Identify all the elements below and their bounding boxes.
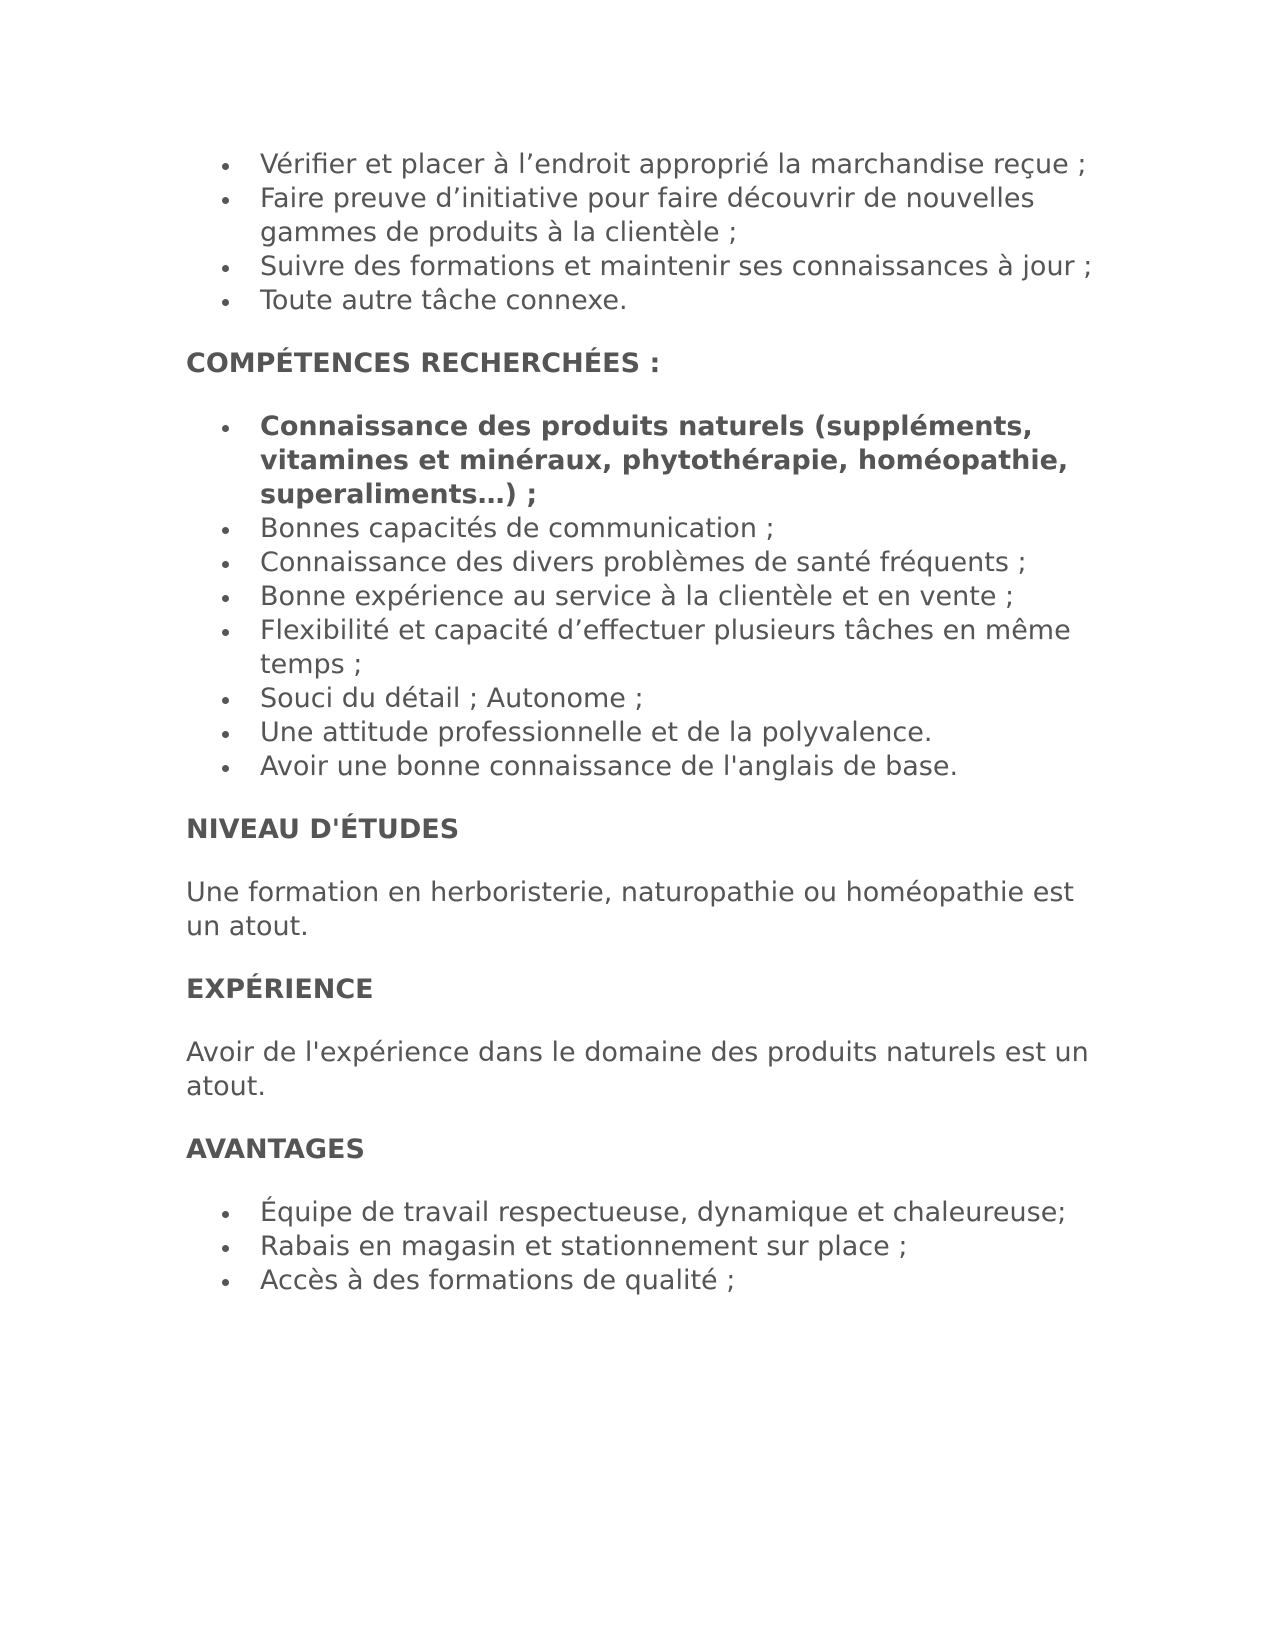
competences-list — [186, 410, 1116, 784]
list-item: Suivre des formations et maintenir ses connaissances à jour ; — [186, 250, 1116, 284]
avantages-list — [186, 1196, 1116, 1298]
list-item: Faire preuve d’initiative pour faire découvrir de nouvelles gammes de produits à la clientèle ; — [186, 182, 1116, 250]
list-item: Rabais en magasin et stationnement sur place ; — [186, 1230, 1116, 1264]
list-item: Une attitude professionnelle et de la polyvalence. — [186, 716, 1116, 750]
list-item: Souci du détail ; Autonome ; — [186, 682, 1116, 716]
niveau-etudes-text: Une formation en herboristerie, naturopathie ou homéopathie est un atout. — [186, 877, 1074, 942]
avantages-heading: AVANTAGES — [186, 1134, 365, 1165]
niveau-etudes-heading: NIVEAU D'ÉTUDES — [186, 814, 460, 845]
list-item: Équipe de travail respectueuse, dynamique et chaleureuse; — [186, 1196, 1116, 1230]
list-item: Vérifier et placer à l’endroit approprié la marchandise reçue ; — [186, 148, 1116, 182]
competences-heading: COMPÉTENCES RECHERCHÉES : — [186, 348, 661, 379]
list-item: Bonne expérience au service à la clientèle et en vente ; — [186, 580, 1116, 614]
list-item: Bonnes capacités de communication ; — [186, 512, 1116, 546]
list-item: Avoir une bonne connaissance de l'anglais de base. — [186, 750, 1116, 784]
tasks-list — [186, 148, 1116, 318]
list-item: Toute autre tâche connexe. — [186, 284, 1116, 318]
list-item: Accès à des formations de qualité ; — [186, 1264, 1116, 1298]
list-item: Flexibilité et capacité d’effectuer plusieurs tâches en même temps ; — [186, 614, 1116, 682]
document-page — [186, 148, 1116, 1298]
experience-heading: EXPÉRIENCE — [186, 974, 374, 1005]
experience-text: Avoir de l'expérience dans le domaine des produits naturels est un atout. — [186, 1037, 1089, 1102]
list-item: Connaissance des divers problèmes de santé fréquents ; — [186, 546, 1116, 580]
list-item: Connaissance des produits naturels (suppléments, vitamines et minéraux, phytothérapie, homéopathie, superaliments…) ; — [186, 410, 1116, 512]
